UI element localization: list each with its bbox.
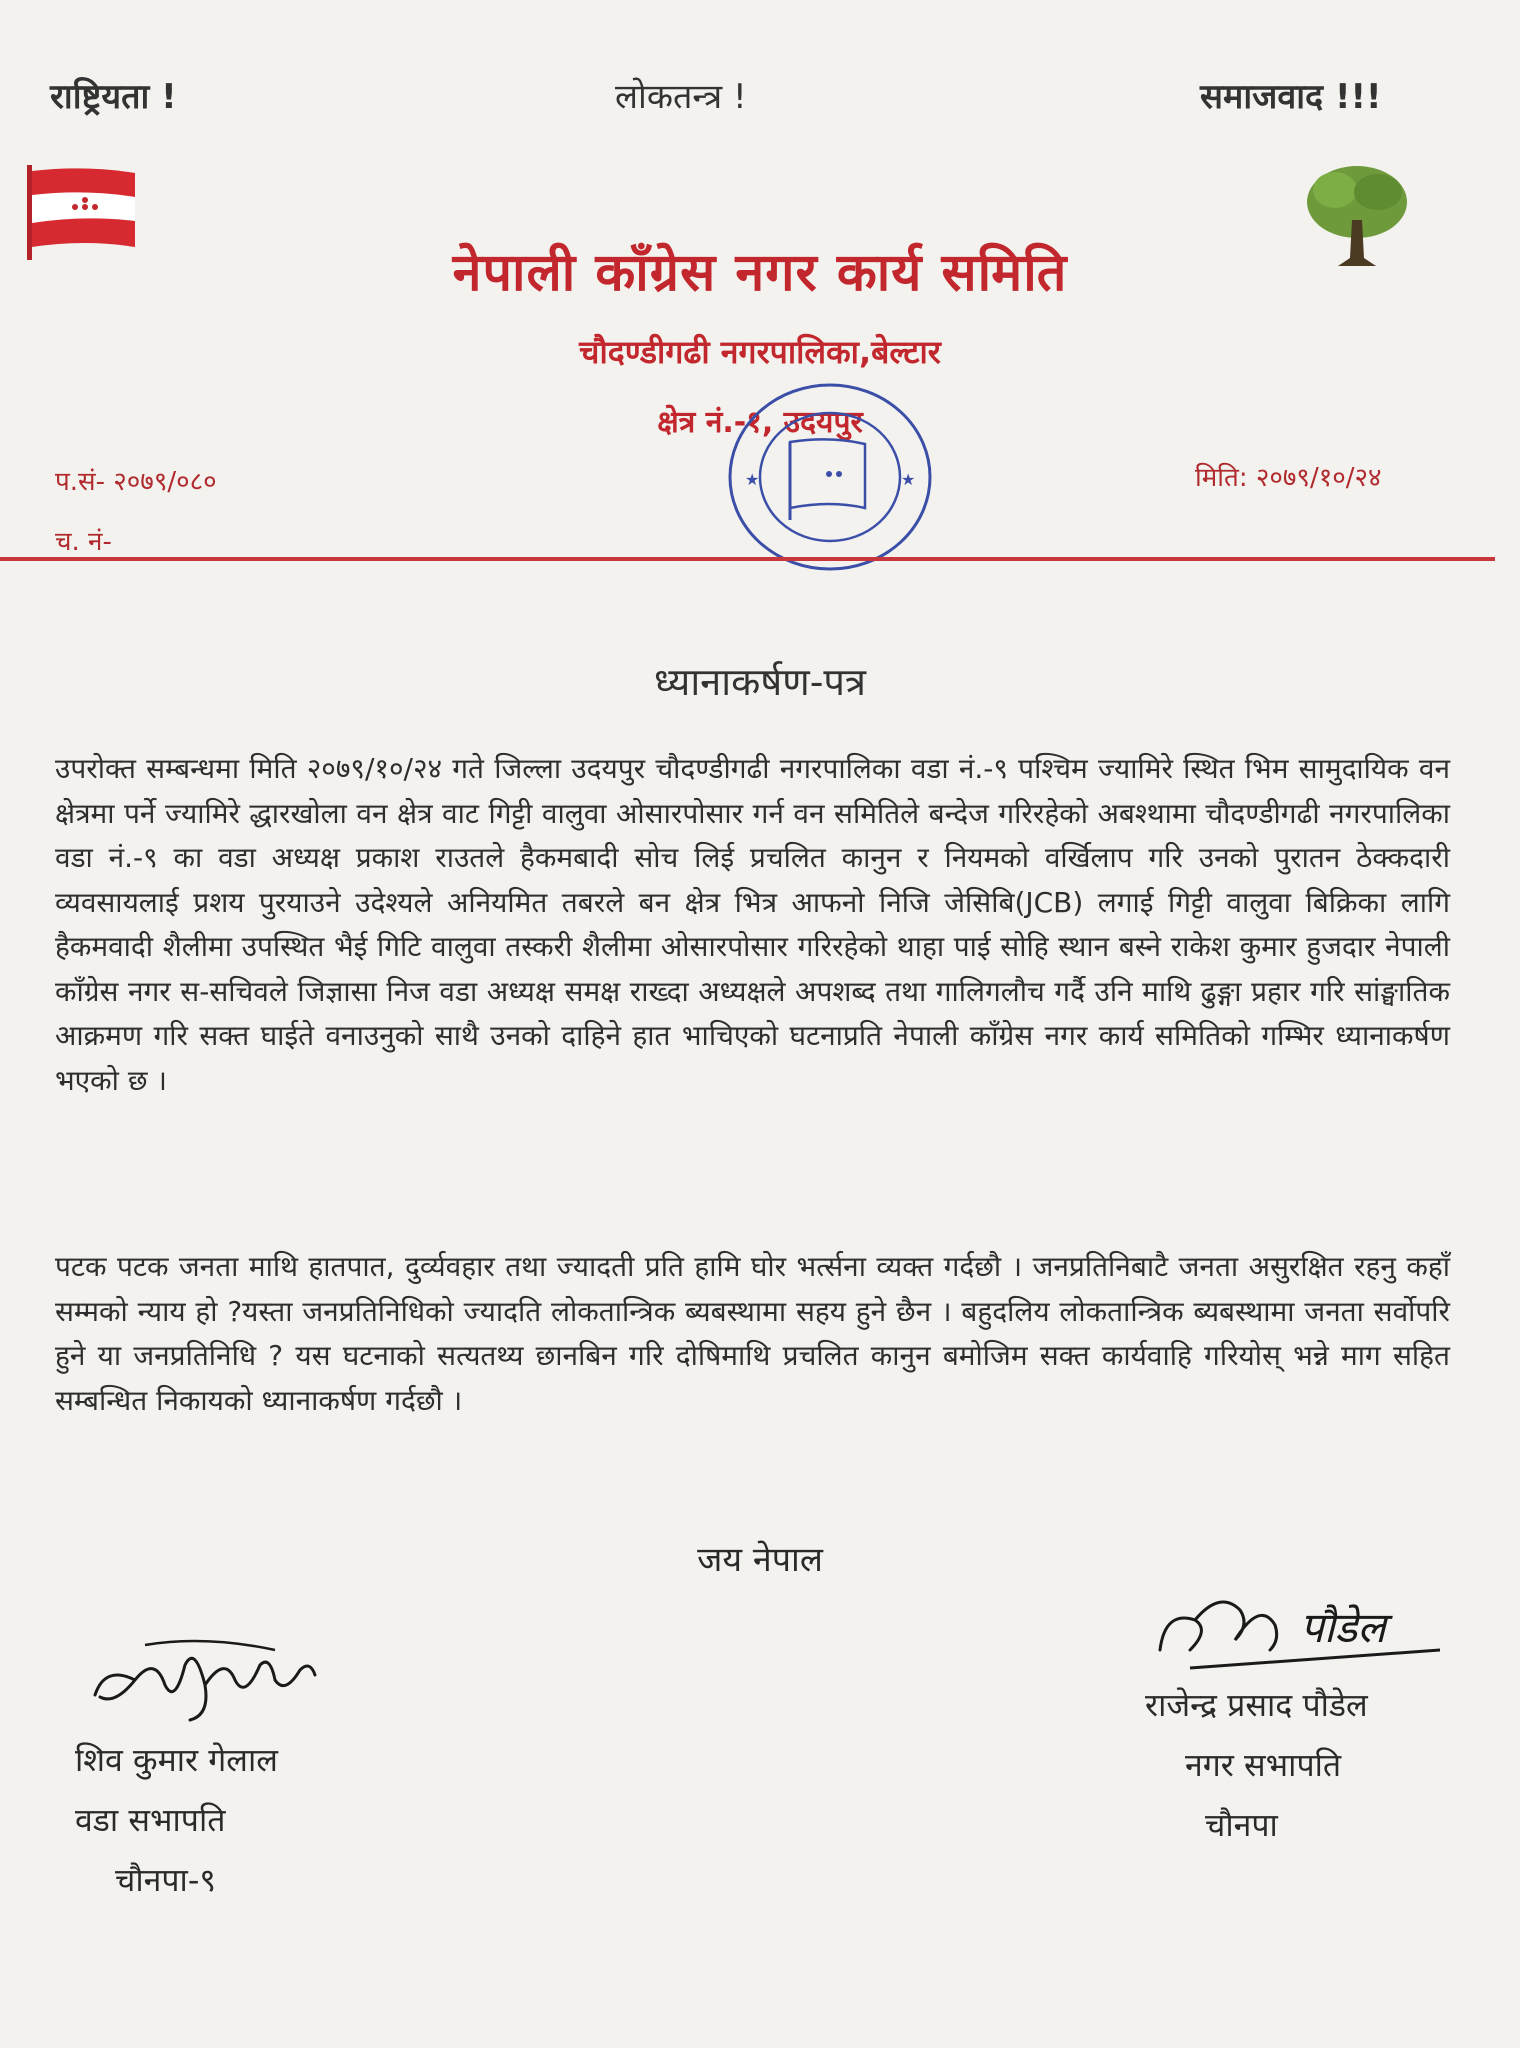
signature-left [85,1625,325,1725]
organization-area: क्षेत्र नं.-१, उदयपुर [657,405,863,440]
letter-date: मिति: २०७९/१०/२४ [1195,463,1382,493]
organization-title: नेपाली काँग्रेस नगर कार्य समिति [452,243,1068,303]
slogan-nationalism: राष्ट्रियता ! [50,77,177,117]
signatory-right-name: राजेन्द्र प्रसाद पौडेल [1145,1686,1368,1724]
organization-municipality: चौदण्डीगढी नगरपालिका,बेल्टार [579,333,941,371]
body-paragraph-2: पटक पटक जनता माथि हातपात, दुर्व्यवहार तथा ज्यादती प्रति हामि घोर भर्त्सना व्यक्त गर्दछौ । जनप्रतिनिबाटै जनता असुरक्षित रहनु कहाँ सम्मको न्याय हो ?यस्ता जनप्रतिनिधिको ज्यादति लोकतान्त्रिक ब्यबस्थामा सहय हुने छैन । बहुदलिय लोकतान्त्रिक ब्यबस्थामा जनता सर्वोपरि हुने या जनप्रतिनिधि ? यस घटनाको सत्यतथ्य छानबिन गरि दोषिमाथि प्रचलित कानुन बमोजिम सक्त कार्यवाहि गरियोस् भन्ने माग सहित सम्बन्धित निकायको ध्यानाकर्षण गर्दछौ । [55,1250,1450,1417]
signatory-right-role: नगर सभापति [1185,1746,1342,1784]
signatory-right-office: चौनपा [1205,1806,1278,1844]
slogan-democracy: लोकतन्त्र ! [615,77,747,117]
signature-right [1150,1580,1450,1680]
slogan-socialism: समाजवाद !!! [1200,77,1382,117]
closing-salutation: जय नेपाल [697,1540,823,1580]
signatory-left-role: वडा सभापति [75,1801,226,1839]
signatory-left-name: शिव कुमार गेलाल [75,1741,278,1779]
dispatch-number: च. नं- [55,527,112,557]
svg-text:पौडेल: पौडेल [1300,1603,1386,1652]
body-paragraph-1: उपरोक्त सम्बन्धमा मिति २०७९/१०/२४ गते जिल्ला उदयपुर चौदण्डीगढी नगरपालिका वडा नं.-९ पश्चिम ज्यामिरे स्थित भिम सामुदायिक वन क्षेत्रमा पर्ने ज्यामिरे द्धारखोला वन क्षेत्र वाट गिट्टी वालुवा ओसारपोसार गर्न वन समितिले बन्देज गरिरहेको अबश्थामा चौदण्डीगढी नगरपालिका वडा नं.-९ का वडा अध्यक्ष प्रकाश राउतले हैकमबादी सोच लिई प्रचलित कानुन र नियमको वर्खिलाप गरि उनको पुरातन ठेक्कदारी व्यवसायलाई प्रशय पुरयाउने उदेश्यले अनियमित तबरले बन क्षेत्र भित्र आफनो निजि जेसिबि(JCB) लगाई गिट्टी वालुवा बिक्रिका लागि हैकमवादी शैलीमा उपस्थित भैई गिटि वालुवा तस्करी शैलीमा ओसारपोसार गरिरहेको थाहा पाई सोहि स्थान बस्ने राकेश कुमार हुजदार नेपाली काँग्रेस नगर स-सचिवले जिज्ञासा निज वडा अध्यक्ष समक्ष राख्दा अध्यक्षले अपशब्द तथा गालिगलौच गर्दै उनि माथि ढुङ्गा प्रहार गरि सांङ्घातिक आक्रमण गरि सक्त घाईते वनाउनुको साथै उनको दाहिने हात भाचिएको घटनाप्रति नेपाली काँग्रेस नगर कार्य समितिको गम्भिर ध्यानाकर्षण भएको छ । [55,752,1451,1097]
official-seal-icon [725,380,935,575]
letter-title: ध्यानाकर्षण-पत्र [654,660,866,704]
signatory-right [1145,1675,1368,1855]
signatory-left [75,1730,278,1910]
svg-text:★: ★ [745,470,760,489]
reference-number: प.सं- २०७९/०८० [55,467,217,497]
signatory-left-office: चौनपा-९ [115,1861,217,1899]
header-divider [0,557,1495,561]
svg-text:★: ★ [901,470,916,489]
